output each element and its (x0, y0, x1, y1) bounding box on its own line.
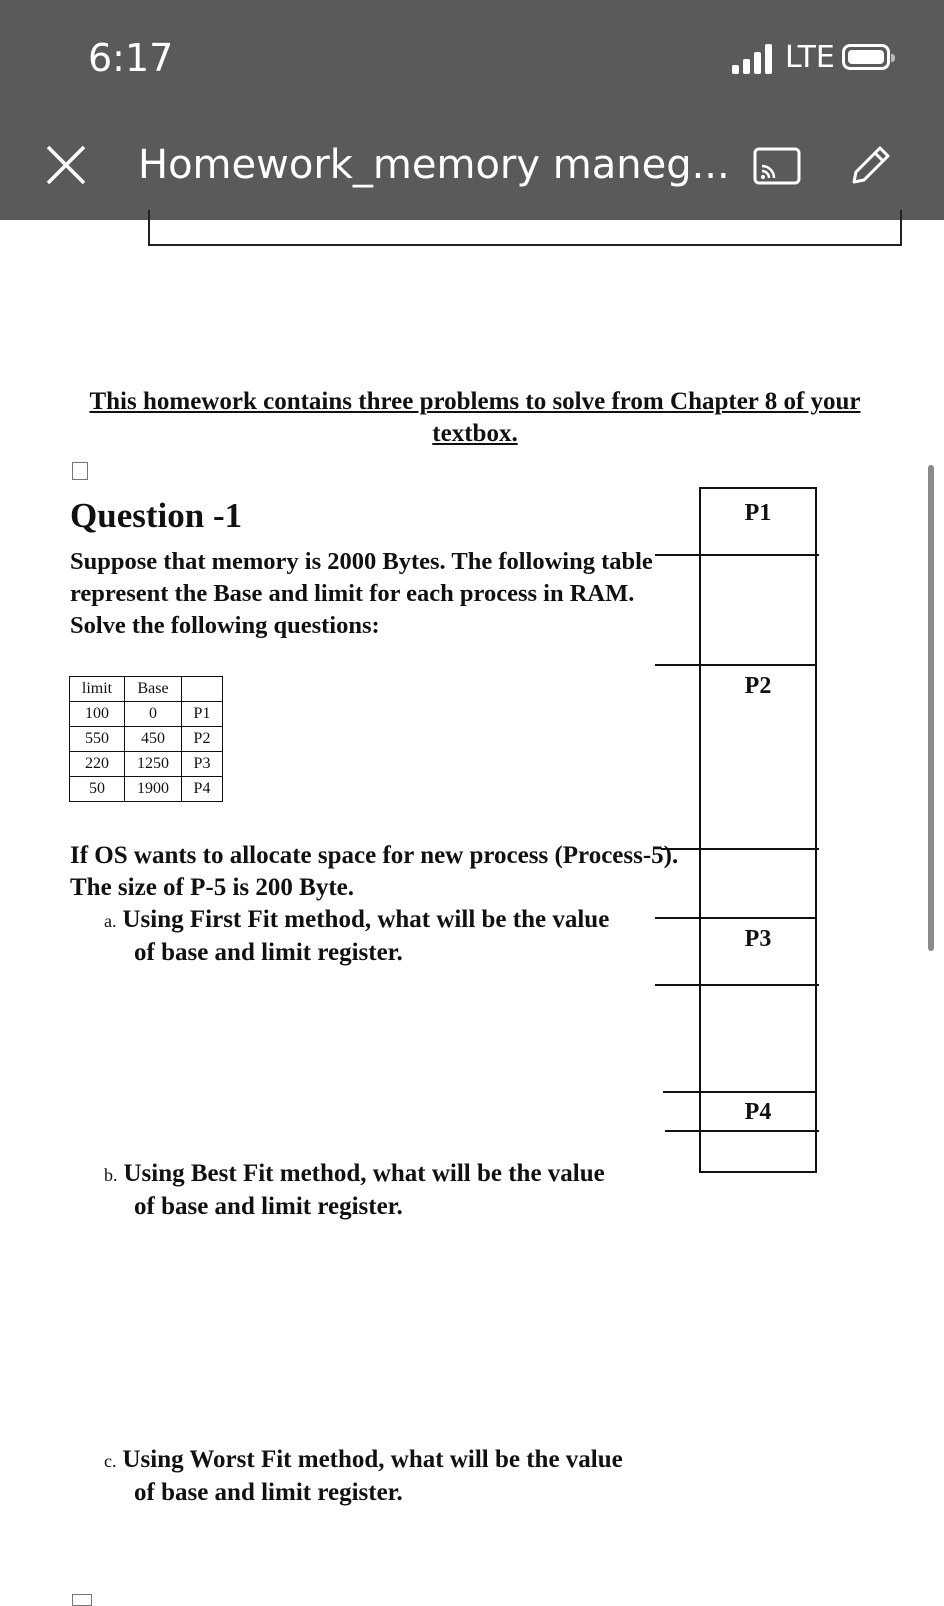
allocation-text: If OS wants to allocate space for new process (Process-5). The size of P-5 is 200 Byte. (70, 842, 679, 901)
table-header: limit (70, 677, 125, 702)
table-cell: P1 (182, 702, 223, 727)
part-b (104, 1158, 704, 1223)
part-a (104, 904, 704, 969)
close-button[interactable] (44, 143, 88, 187)
part-label: a. (104, 911, 117, 931)
intro-text: This homework contains three problems to solve from Chapter 8 of your textbox. (89, 388, 861, 447)
close-icon (44, 143, 88, 187)
part-line: Using First Fit method, what will be the value (122, 906, 610, 933)
table-cell: P4 (182, 777, 223, 802)
table-cell: 220 (70, 752, 125, 777)
table-cell: 450 (125, 727, 182, 752)
network-type: LTE (785, 40, 835, 75)
memory-diagram (655, 485, 830, 1175)
memory-label-p2: P2 (744, 673, 772, 699)
checkbox-icon (72, 462, 88, 480)
part-line: of base and limit register. (134, 1479, 403, 1506)
table-header-row (70, 677, 223, 702)
table-cell: 1250 (125, 752, 182, 777)
memory-block-outline (700, 488, 816, 1172)
cast-icon (752, 146, 802, 186)
table-row (70, 777, 223, 802)
table-cell: 1900 (125, 777, 182, 802)
table-cell: 550 (70, 727, 125, 752)
question-title: Question -1 (70, 496, 243, 535)
top-app-bar (0, 0, 944, 220)
part-line: of base and limit register. (134, 1193, 403, 1220)
table-row (70, 702, 223, 727)
status-time: 6:17 (88, 36, 174, 80)
part-line: Using Worst Fit method, what will be the value (122, 1446, 623, 1473)
scrollbar[interactable] (928, 465, 934, 951)
memory-label-p1: P1 (744, 500, 772, 526)
edit-button[interactable] (846, 140, 896, 190)
part-c (104, 1444, 704, 1509)
checkbox-icon (72, 1594, 92, 1606)
memory-label-p3: P3 (744, 926, 772, 952)
part-line: of base and limit register. (134, 939, 403, 966)
signal-strength-icon (732, 44, 778, 74)
table-header: Base (125, 677, 182, 702)
question-text: Suppose that memory is 2000 Bytes. The following table represent the Base and limit for each process in RAM. Solve the following questions: (70, 548, 653, 639)
part-label: c. (104, 1451, 117, 1471)
table-header (182, 677, 223, 702)
part-line: Using Best Fit method, what will be the value (123, 1160, 605, 1187)
table-row (70, 752, 223, 777)
table-cell: 0 (125, 702, 182, 727)
previous-page-box (148, 210, 902, 246)
part-label: b. (104, 1165, 118, 1185)
process-table (69, 676, 223, 802)
table-row (70, 727, 223, 752)
cast-button[interactable] (752, 146, 802, 186)
table-cell: 50 (70, 777, 125, 802)
battery-icon (842, 44, 890, 70)
pencil-icon (846, 140, 896, 190)
memory-label-p4: P4 (744, 1099, 772, 1125)
table-cell: P2 (182, 727, 223, 752)
table-cell: 100 (70, 702, 125, 727)
table-cell: P3 (182, 752, 223, 777)
document-title: Homework_memory maneg... (138, 142, 730, 188)
